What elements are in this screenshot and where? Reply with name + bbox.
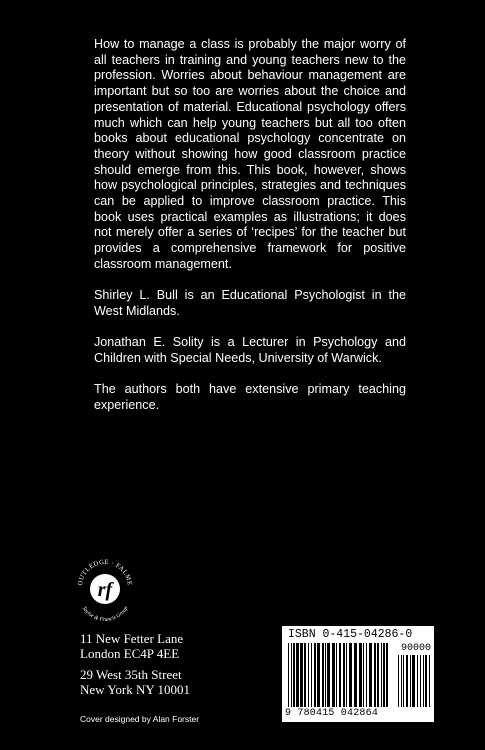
barcode-bar [288, 643, 289, 707]
barcode-bar [369, 643, 372, 707]
barcode-bar [363, 643, 364, 707]
publisher-logo [60, 551, 150, 625]
barcode-bar [429, 655, 430, 707]
barcode-bar [304, 643, 306, 707]
address-uk [80, 632, 190, 661]
address-line: 29 West 35th Street [80, 667, 182, 682]
barcode-bar [425, 655, 427, 707]
barcode-bar [293, 643, 295, 707]
barcode-bar [423, 655, 424, 707]
barcode-bar [420, 655, 421, 707]
barcode-bar [412, 655, 415, 707]
address-line: New York NY 10001 [80, 681, 191, 697]
back-cover-blurb [94, 37, 406, 430]
isbn-barcode [282, 626, 434, 722]
barcode-bar [401, 655, 402, 707]
author-bio-solity: Jonathan E. Solity is a Lecturer in Psychology and Children with Special Needs, University of Warwick. [94, 335, 406, 366]
barcode-bar [381, 643, 382, 707]
barcode-bar [332, 643, 335, 707]
blurb-description: How to manage a class is probably the major worry of all teachers in training and young teachers new to the profession. Worries about behaviour management are important but so too are worries about the choice and presentation of material. Educational psychology offers much which can help young teachers but all too often books about educational psychology concentrate on theory without showing how good classroom practice should emerge from this. This book, however, shows how psychological principles, strategies and techniques can be applied to improve classroom practice. This book uses practical examples as illustrations; it does not merely offer a series of ‘recipes’ for the teacher but provides a comprehensive framework for positive classroom management. [94, 37, 406, 271]
author-bio-bull: Shirley L. Bull is an Educational Psychologist in the West Midlands. [94, 288, 406, 318]
address-line: 11 New Fetter Lane [80, 631, 184, 646]
publisher-address [80, 632, 190, 704]
barcode-bar [317, 643, 320, 707]
barcode-bar [377, 643, 379, 707]
ean-text: 9 780415 042864 [285, 708, 379, 719]
barcode-bar [349, 643, 352, 707]
price-addon-text: 90000 [400, 643, 431, 654]
barcode-bar [366, 643, 367, 707]
barcode-bar [403, 655, 404, 707]
address-line: London EC4P 4EE [80, 645, 180, 661]
barcode-bar [417, 655, 418, 707]
barcode-bar [410, 655, 411, 707]
barcode-bar [343, 643, 345, 707]
routledge-falmer-logo-icon [60, 551, 150, 625]
barcode-bar [322, 643, 324, 707]
authors-experience: The authors both have extensive primary teaching experience. [94, 382, 406, 413]
address-us [80, 668, 190, 697]
barcode-bar [291, 643, 292, 707]
cover-credit: Cover designed by Alan Forster [80, 714, 200, 724]
barcode-bar [325, 643, 326, 707]
barcode-bar [354, 643, 357, 707]
barcode-bar [386, 643, 388, 707]
barcode-bar [327, 643, 330, 707]
svg-text:ROUTLEDGE · FALMER: OUTLEDGE · FALME [76, 558, 134, 587]
barcode-bar [336, 643, 337, 707]
barcode-bar [374, 643, 376, 707]
barcode-bar [398, 655, 399, 707]
barcode-bar [311, 643, 312, 707]
isbn-text: ISBN 0-415-04286-0 [288, 628, 413, 641]
barcode-bar [308, 643, 309, 707]
barcode-bar [406, 655, 408, 707]
barcode-bar [314, 643, 316, 707]
barcode-bar [296, 643, 299, 707]
barcode-bar [300, 643, 303, 707]
svg-text:Taylor & Francis Group: Taylor & Francis Group [80, 605, 130, 624]
barcode-bar [346, 643, 347, 707]
barcode-bar [359, 643, 362, 707]
barcode-bar [339, 643, 341, 707]
barcode-bar [383, 643, 385, 707]
svg-text:rf: rf [97, 579, 113, 601]
